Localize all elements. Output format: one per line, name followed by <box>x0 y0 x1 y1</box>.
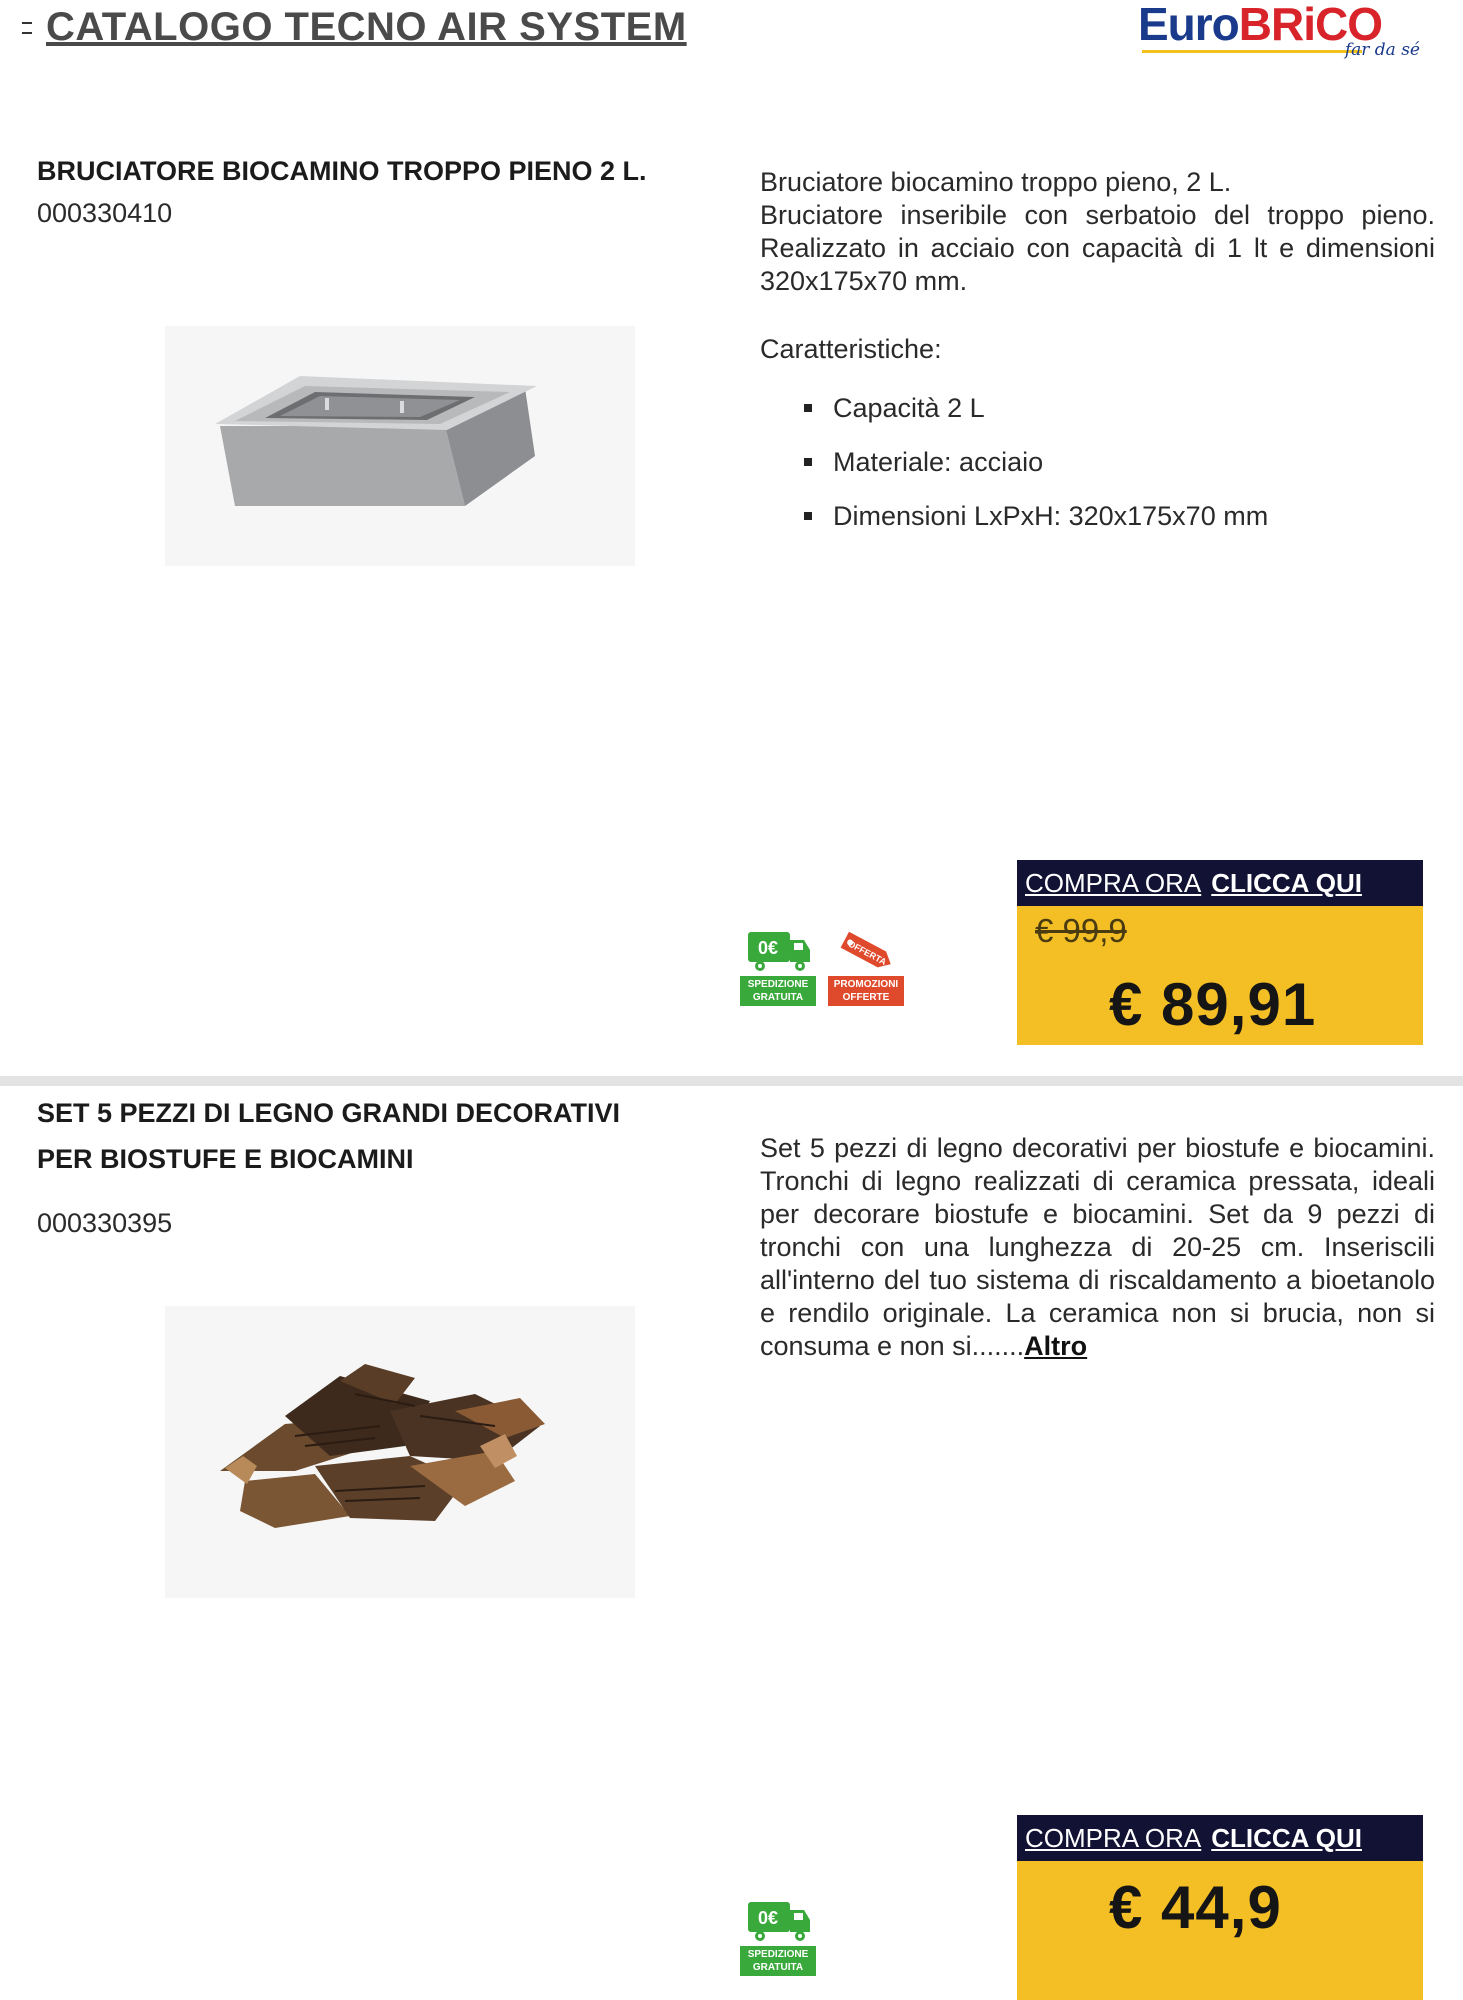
product-card-logs <box>0 1090 1463 2000</box>
buy-now-link[interactable]: COMPRA ORA CLICCA QUI <box>1017 1815 1423 1861</box>
page-title: CATALOGO TECNO AIR SYSTEM <box>46 5 687 49</box>
features-heading: Caratteristiche: <box>760 334 942 364</box>
current-price: € 89,91 <box>1109 971 1317 1038</box>
current-price: € 44,9 <box>1109 1874 1282 1941</box>
stainless-steel-burner-image <box>165 326 635 566</box>
price-panel <box>1017 1861 1423 2000</box>
decorative-ceramic-logs-image <box>165 1306 635 1598</box>
svg-text:0€: 0€ <box>757 1908 779 1928</box>
free-shipping-truck-icon <box>740 1898 816 1944</box>
svg-text:OFFERTA: OFFERTA <box>846 938 889 968</box>
free-shipping-badge[interactable]: 0€ SPEDIZIONE GRATUITA <box>740 1898 816 1976</box>
logo-tagline: far da sé <box>1344 40 1420 60</box>
feature-item: Capacità 2 L <box>760 390 1268 444</box>
free-shipping-badge[interactable]: 0€ SPEDIZIONE GRATUITA <box>740 928 816 1006</box>
product-description: Bruciatore biocamino troppo pieno, 2 L. Bruciatore inseribile con serbatoio del troppo pieno. Realizzato in acciaio con capacità di 1 lt e dimensioni 320x175x70 mm. <box>760 167 1435 296</box>
product-title: SET 5 PEZZI DI LEGNO GRANDI DECORATIVI PER BIOSTUFE E BIOCAMINI <box>37 1098 621 1174</box>
product-card-burner <box>0 140 1463 1045</box>
buy-now-link[interactable]: COMPRA ORA CLICCA QUI <box>1017 860 1423 906</box>
feature-item: Materiale: acciaio <box>760 444 1268 498</box>
old-price: € 99,9 <box>1035 912 1127 949</box>
menu-icon[interactable] <box>22 22 32 34</box>
free-shipping-truck-icon <box>740 928 816 974</box>
section-divider <box>0 1076 1463 1086</box>
product-code: 000330395 <box>37 1208 173 1238</box>
buy-box <box>1017 860 1423 1045</box>
product-title: BRUCIATORE BIOCAMINO TROPPO PIENO 2 L. <box>37 156 647 186</box>
buy-box <box>1017 1815 1423 2000</box>
product-code: 000330410 <box>37 198 173 228</box>
logo-underline <box>1142 50 1362 53</box>
features-list <box>760 390 1268 552</box>
promotions-badge[interactable]: OFFERTA PROMOZIONI OFFERTE <box>828 928 904 1006</box>
feature-item: Dimensioni LxPxH: 320x175x70 mm <box>760 498 1268 552</box>
offer-tag-icon <box>828 928 904 974</box>
svg-text:0€: 0€ <box>757 938 779 958</box>
eurobrico-logo[interactable]: EuroBRiCO far da sé <box>1138 0 1420 60</box>
more-link[interactable]: Altro <box>1024 1331 1088 1361</box>
product-description: Set 5 pezzi di legno decorativi per biostufe e biocamini. Tronchi di legno realizzati di ceramica pressata, ideali per decorare biostufe e biocamini. Set da 9 pezzi di tronchi con una lunghezza di 20-25 cm. Inseriscili all'interno del tuo sistema di riscaldamento a bioetanolo e rendilo originale. La ceramica non si brucia, non si consuma e non si.......Altro <box>760 1133 1435 1361</box>
price-panel <box>1017 906 1423 1045</box>
